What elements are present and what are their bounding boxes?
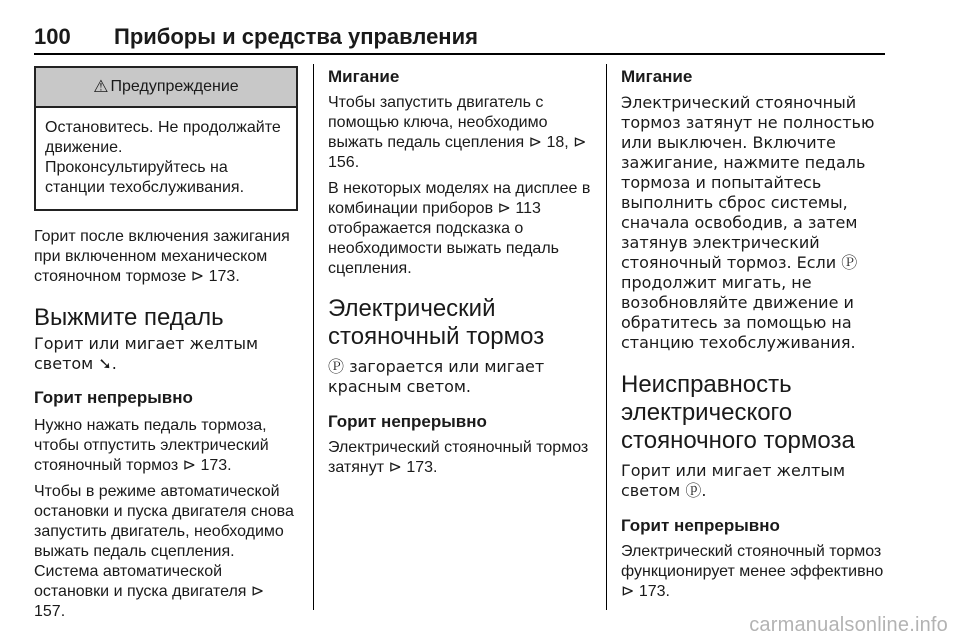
page-number: 100	[34, 24, 71, 49]
paragraph: В некоторых моделях на дисплее в комбинации приборов ⊳ 113 отображается подсказка о необходимости выжать педаль сцепления.	[328, 180, 591, 277]
warning-title: Предупреждение	[110, 78, 239, 95]
column-divider-1	[313, 64, 314, 610]
subsection-heading: Горит непрерывно	[328, 412, 487, 431]
paragraph: Чтобы запустить двигатель с помощью ключа, необходимо выжать педаль сцепления ⊳ 18, ⊳ 156.	[328, 94, 587, 171]
column-middle	[328, 64, 592, 478]
column-right	[621, 64, 887, 602]
warning-text: Остановитесь. Не продолжайте движение. Проконсультируйтесь на станции техобслуживания.	[45, 119, 281, 196]
paragraph: Электрический стояночный тормоз затянут не полностью или выключен. Включите зажигание, нажмите педаль тормоза и попытайтесь выполнить сброс системы, сначала освободив, а затем затянув электрический стояночный тормоз. Если Ⓟ продолжит мигать, не возобновляйте движение и обратитесь за помощью на станцию техобслуживания.	[621, 93, 875, 352]
column-divider-2	[606, 64, 607, 610]
subsection-heading: Мигание	[621, 67, 693, 86]
paragraph: Ⓟ загорается или мигает красным светом.	[328, 357, 545, 396]
subsection-heading: Мигание	[328, 67, 400, 86]
paragraph: Чтобы в режиме автоматической остановки и пуска двигателя снова запустить двигатель, необходимо выжать педаль сцепления. Система автоматической остановки и пуска двигателя ⊳ 157.	[34, 483, 294, 620]
paragraph: Горит после включения зажигания при включенном механическом стояночном тормозе ⊳ 173.	[34, 228, 290, 285]
warning-header	[36, 68, 296, 108]
paragraph: Электрический стояночный тормоз затянут ⊳ 173.	[328, 439, 589, 476]
header-rule	[34, 53, 885, 55]
paragraph: Электрический стояночный тормоз функционирует менее эффективно ⊳ 173.	[621, 543, 884, 600]
watermark: carmanualsonline.info	[749, 614, 948, 636]
section-heading: Неисправность электрического стояночного тормоза	[621, 371, 855, 454]
warning-triangle-icon: ⚠	[93, 77, 109, 97]
paragraph: Горит или мигает желтым светом ⓟ.	[621, 461, 846, 500]
subsection-heading: Горит непрерывно	[621, 516, 780, 535]
page-header	[34, 24, 884, 54]
paragraph: Горит или мигает желтым светом ➘.	[34, 334, 259, 373]
section-heading: Выжмите педаль	[34, 304, 224, 331]
chapter-title: Приборы и средства управления	[114, 24, 478, 49]
subsection-heading: Горит непрерывно	[34, 388, 193, 407]
section-heading: Электрический стояночный тормоз	[328, 295, 545, 350]
column-left	[34, 64, 298, 622]
paragraph: Нужно нажать педаль тормоза, чтобы отпустить электрический стояночный тормоз ⊳ 173.	[34, 417, 269, 474]
warning-box	[34, 66, 298, 211]
